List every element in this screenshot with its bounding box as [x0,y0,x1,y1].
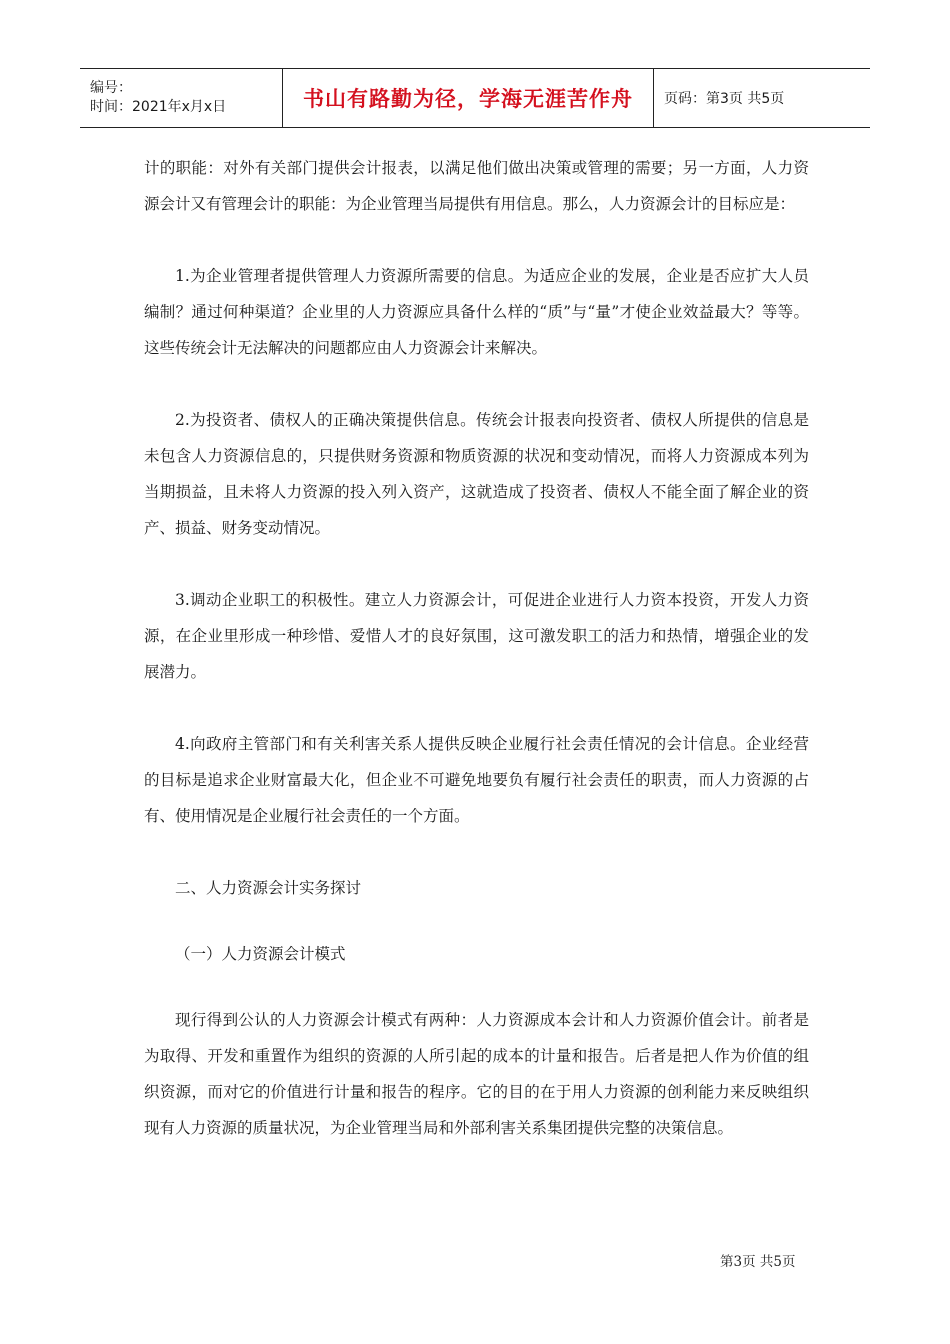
header-meta [80,69,282,127]
document-date: 时间：2021年x月x日 [90,99,227,115]
body-paragraph-objective-3: 3.调动企业职工的积极性。建立人力资源会计，可促进企业进行人力资本投资，开发人力资源，在企业里形成一种珍惜、爱惜人才的良好氛围，这可激发职工的活力和热情，增强企业的发展潜力。 [144,591,809,681]
body-paragraph-models: 现行得到公认的人力资源会计模式有两种：人力资源成本会计和人力资源价值会计。前者是为取得、开发和重置作为组织的资源的人所引起的成本的计量和报告。后者是把人作为价值的组织资源，而对它的价值进行计量和报告的程序。它的目的在于用人力资源的创利能力来反映组织现有人力资源的质量状况，为企业管理当局和外部利害关系集团提供完整的决策信息。 [144,1011,809,1137]
header-page-cell [654,69,870,127]
body-paragraph-objective-1: 1.为企业管理者提供管理人力资源所需要的信息。为适应企业的发展，企业是否应扩大人员编制？通过何种渠道？企业里的人力资源应具备什么样的“质”与“量”才使企业效益最大？等等。这些传统会计无法解决的问题都应由人力资源会计来解决。 [144,267,809,357]
body-paragraph-continuation: 计的职能：对外有关部门提供会计报表，以满足他们做出决策或管理的需要；另一方面，人力资源会计又有管理会计的职能：为企业管理当局提供有用信息。那么，人力资源会计的目标应是： [144,159,809,213]
section-heading: 二、人力资源会计实务探讨 [175,879,362,897]
body-paragraph-objective-2: 2.为投资者、债权人的正确决策提供信息。传统会计报表向投资者、债权人所提供的信息是未包含人力资源信息的，只提供财务资源和物质资源的状况和变动情况，而将人力资源成本列为当期损益，且未将人力资源的投入列入资产，这就造成了投资者、债权人不能全面了解企业的资产、损益、财务变动情况。 [144,411,809,537]
body-paragraph-objective-4: 4.向政府主管部门和有关利害关系人提供反映企业履行社会责任情况的会计信息。企业经营的目标是追求企业财富最大化，但企业不可避免地要负有履行社会责任的职责，而人力资源的占有、使用情况是企业履行社会责任的一个方面。 [144,735,809,825]
subsection-heading: （一）人力资源会计模式 [175,945,346,963]
document-body [144,150,809,1146]
header-motto-cell [282,69,654,127]
page-footer: 第3页 共5页 [720,1254,796,1270]
page-header [80,68,870,128]
header-page-info: 页码：第3页 共5页 [664,91,785,107]
document-number-label: 编号： [90,80,132,96]
header-motto: 书山有路勤为径，学海无涯苦作舟 [303,87,633,111]
